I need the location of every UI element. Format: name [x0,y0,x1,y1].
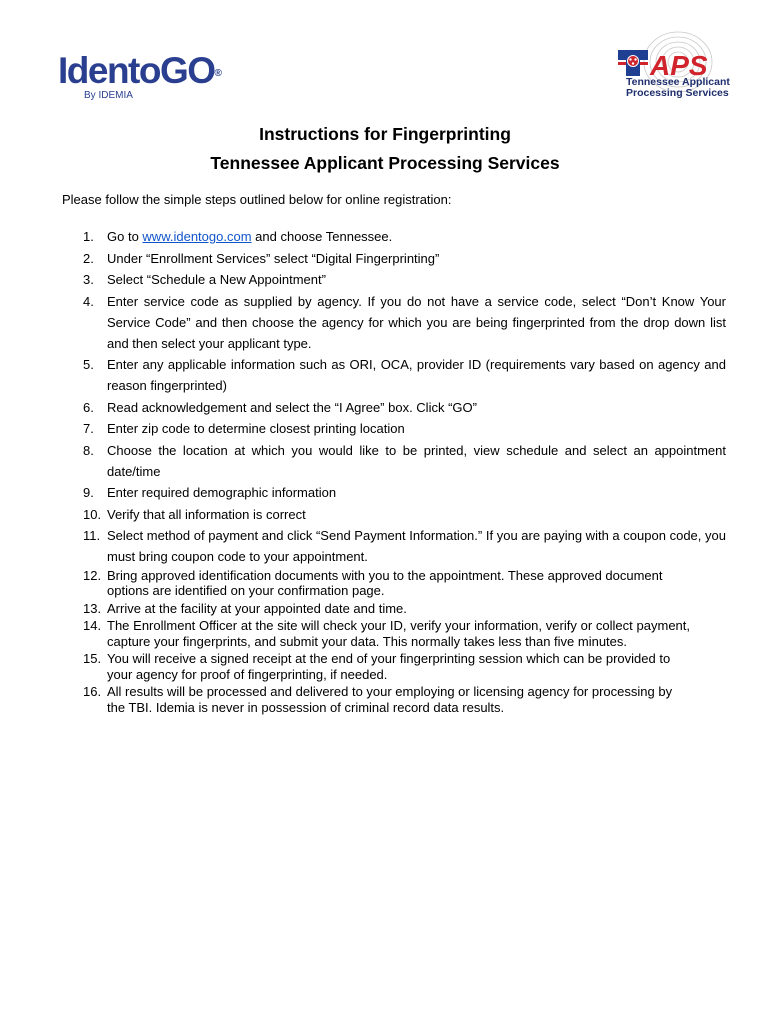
step-item [83,226,726,247]
step-item [83,482,726,503]
step-text: You will receive a signed receipt at the end of your fingerprinting session which can be provided to your agency for proof of fingerprinting, if needed. [107,651,671,682]
step-item [83,291,726,354]
step-text: Arrive at the facility at your appointed date and time. [107,600,407,616]
document-title: Instructions for Fingerprinting [259,124,511,144]
step-number: 4. [83,293,94,309]
step-number: 11. [83,528,101,543]
step-text: Select “Schedule a New Appointment” [107,272,326,287]
step-number: 5. [83,357,94,372]
step-item [83,354,726,396]
step-text: Under “Enrollment Services” select “Digital Fingerprinting” [107,250,440,266]
step-number: 1. [83,229,94,244]
identogo-byline: By IDEMIA [84,90,133,101]
identogo-link[interactable]: www.identogo.com [142,229,252,244]
step-item [83,397,726,418]
step-text: Go to www.identogo.com and choose Tennessee. [107,229,393,244]
step-item [83,248,726,269]
step-number: 12. [83,567,102,583]
step-text: Bring approved identification documents with you to the appointment. These approved document options are identified on your confirmation page. [107,567,663,598]
step-text: Verify that all information is correct [107,506,306,522]
step-number: 6. [83,399,94,415]
step-text: Choose the location at which you would like to be printed, view schedule and select an appointment date/time [107,442,726,479]
step-number: 10. [83,506,102,522]
step-item [83,418,726,439]
identogo-wordmark: IdentoGO® [58,50,222,91]
step-item [83,440,726,482]
step-text: Enter service code as supplied by agency. If you do not have a service code, select “Don’t Know Your Service Code” and then choose the agency for which you are being fingerprinted from the drop down list and then select your applicant type. [107,293,726,351]
step-item [83,618,726,649]
step-item [83,269,726,290]
step-text: Read acknowledgement and select the “I Agree” box. Click “GO” [107,399,477,415]
step-text: All results will be processed and delivered to your employing or licensing agency for processing by the TBI. Idemia is never in possession of criminal record data results. [107,684,673,715]
step-text: Enter zip code to determine closest printing location [107,421,405,436]
step-item [83,504,726,525]
step-text: Select method of payment and click “Send Payment Information.” If you are paying with a coupon code, you must bring coupon code to your appointment. [107,528,726,564]
step-item [83,651,726,682]
registered-mark: ® [214,68,222,79]
identogo-logo [58,52,248,104]
step-item [83,601,726,617]
step-text: Enter required demographic information [107,485,337,500]
step-item [83,568,726,599]
step-number: 3. [83,272,94,287]
step-item [83,525,726,567]
step-text: Enter any applicable information such as ORI, OCA, provider ID (requirements vary based on agency and reason fingerprinted) [107,357,726,393]
steps-list [83,226,726,717]
step-number: 13. [83,600,102,616]
intro-text: Please follow the simple steps outlined below for online registration: [62,192,452,207]
taps-line-1: Tennessee Applicant [626,76,730,88]
taps-logo [612,28,732,102]
step-text: The Enrollment Officer at the site will check your ID, verify your information, verify or collect payment, capture your fingerprints, and submit your data. This normally takes less than five minutes. [107,618,690,649]
step-number: 15. [83,651,102,666]
step-number: 2. [83,250,94,266]
step-item [83,684,726,715]
step-number: 14. [83,618,102,633]
step-number: 16. [83,684,102,699]
step-number: 7. [83,421,94,436]
step-number: 8. [83,442,94,458]
step-number: 9. [83,485,94,500]
taps-line-2: Processing Services [626,87,729,99]
document-subtitle: Tennessee Applicant Processing Services [210,153,560,173]
svg-text:APS: APS [650,50,708,81]
